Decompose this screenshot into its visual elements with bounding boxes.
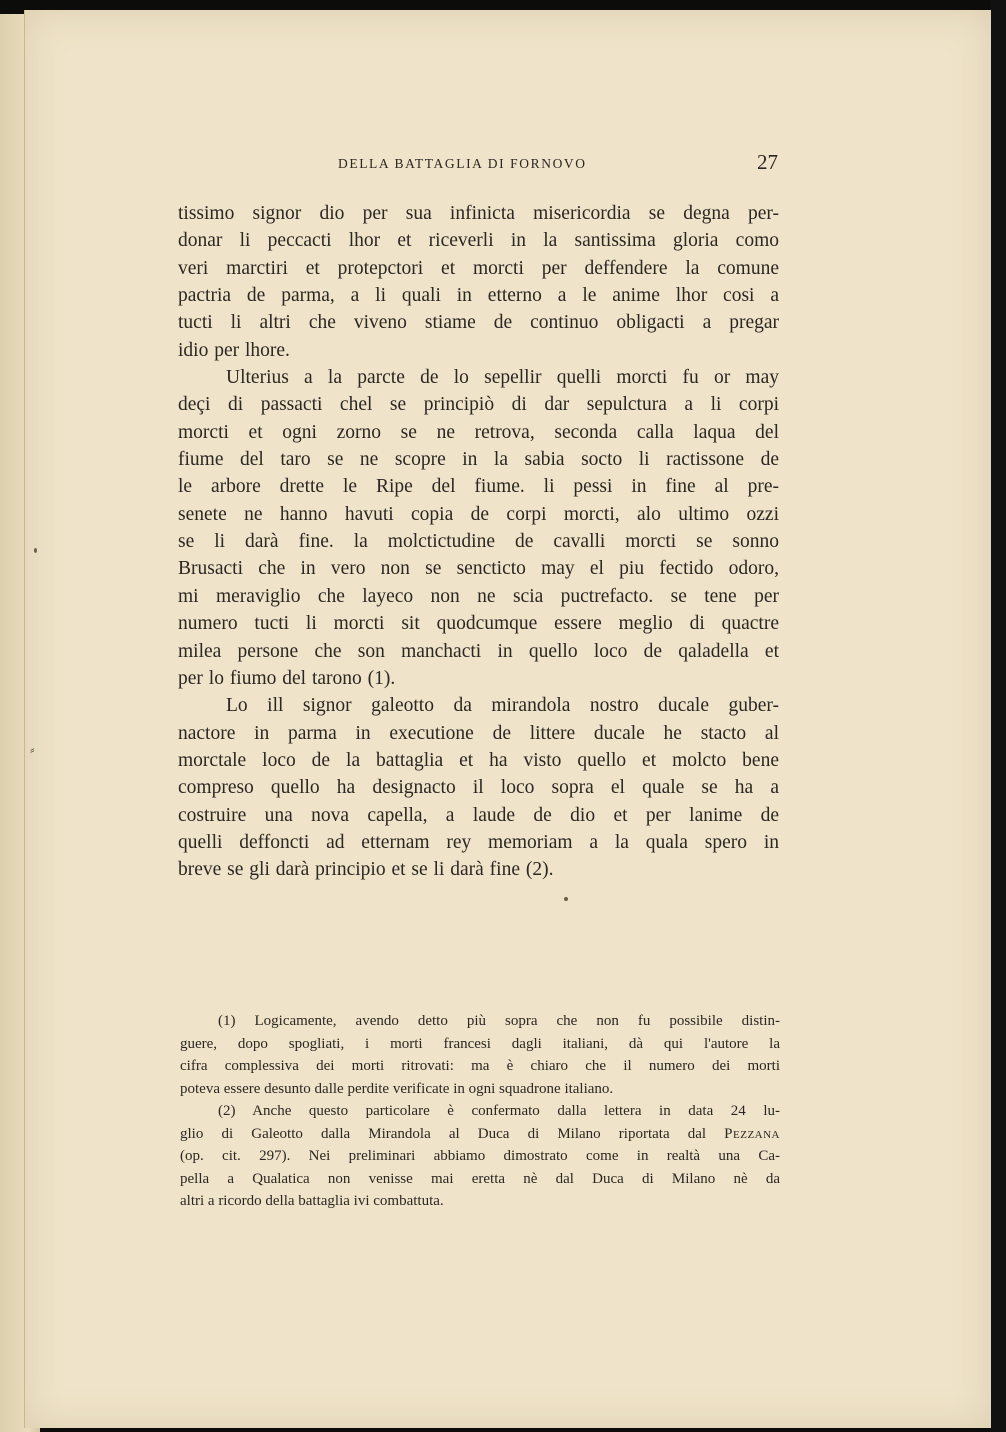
text-line: se li darà fine. la molctictudine de cavalli morcti se sonno: [178, 531, 779, 553]
paper-speck: [34, 548, 37, 553]
text-line: donar li peccacti lhor et riceverli in la santissima gloria como: [178, 230, 779, 252]
running-title: DELLA BATTAGLIA DI FORNOVO: [338, 156, 587, 171]
main-text: [178, 200, 779, 884]
text-line: quelli deffoncti ad etternam rey memoriam a la quala spero in: [178, 831, 779, 853]
text-line: tissimo signor dio per sua infinicta misericordia se degna per-: [178, 203, 779, 224]
footnote-line: guere, dopo spogliati, i morti francesi dagli italiani, dà qui l'autore la: [180, 1035, 780, 1052]
text-line: tucti li altri che viveno stiame de continuo obligacti a pregar: [178, 312, 779, 334]
footnote-line: (1) Logicamente, avendo detto più sopra che non fu possibile distin-: [218, 1013, 780, 1029]
text-line: pactria de parma, a li quali in etterno a le anime lhor cosi a: [178, 285, 779, 307]
text-line: morctale loco de la battaglia et ha visto quello et molcto bene: [178, 749, 779, 771]
footnote-line: [180, 1123, 780, 1146]
footnote-fragment: glio di Galeotto dalla Mirandola al Duca di Milano riportata dal: [180, 1125, 707, 1142]
text-line: senete ne hanno havuti copia de corpi morcti, alo ultimo ozzi: [178, 503, 779, 525]
text-line: idio per lhore.: [178, 339, 290, 361]
text-line: Ulterius a la parcte de lo sepellir quelli morcti fu or may: [226, 367, 779, 389]
text-line: veri marctiri et protepctori et morcti per deffendere la comune: [178, 257, 779, 279]
footnote-line: poteva essere desunto dalle perdite verificate in ogni squadrone italiano.: [180, 1080, 614, 1097]
text-line: numero tucti li morcti sit quodcumque essere meglio di quactre: [178, 613, 779, 635]
text-line: compreso quello ha designacto il loco sopra el quale se ha a: [178, 777, 779, 799]
footnote-line: (2) Anche questo particolare è confermato dalla lettera in data 24 lu-: [218, 1103, 780, 1119]
footnote-line: (op. cit. 297). Nei preliminari abbiamo dimostrato come in realtà una Ca-: [180, 1148, 780, 1164]
author-name: Pezzana: [724, 1125, 781, 1142]
page-number: 27: [757, 150, 778, 174]
text-line: Brusacti che in vero non se sencticto may el piu fectido odoro,: [178, 558, 779, 580]
paper-speck: [564, 897, 568, 901]
running-head: [338, 152, 784, 182]
scan-border-right: [990, 0, 1006, 1432]
text-line: milea persone che son manchacti in quello loco de qaladella et: [178, 640, 779, 662]
text-line: deçi di passacti chel se principiò di dar sepulctura a li corpi: [178, 394, 779, 416]
text-line: morcti et ogni zorno se ne retrova, seconda calla laqua del: [178, 421, 779, 443]
footnote-line: cifra complessiva dei morti ritrovati: ma è chiaro che il numero dei morti: [180, 1058, 780, 1074]
footnotes: [180, 1010, 780, 1213]
footnote-line: pella a Qualatica non venisse mai eretta nè dal Duca di Milano nè da: [180, 1170, 780, 1187]
text-line: breve se gli darà principio et se li darà fine (2).: [178, 859, 554, 881]
text-line: Lo ill signor galeotto da mirandola nostro ducale guber-: [226, 695, 779, 717]
text-line: le arbore drette le Ripe del fiume. li pessi in fine al pre-: [178, 476, 779, 498]
margin-mark: ⸗: [30, 742, 35, 758]
text-line: fiume del taro se ne scopre in la sabia socto li ractissone de: [178, 449, 779, 471]
footnote-line: altri a ricordo della battaglia ivi combattuta.: [180, 1193, 444, 1209]
text-line: costruire una nova capella, a laude de dio et per lanime de: [178, 804, 779, 826]
text-line: nactore in parma in executione de littere ducale he stacto al: [178, 722, 779, 744]
text-line: per lo fiumo del tarono (1).: [178, 667, 396, 689]
text-line: mi meraviglio che layeco non ne scia puctrefacto. se tene per: [178, 585, 779, 607]
